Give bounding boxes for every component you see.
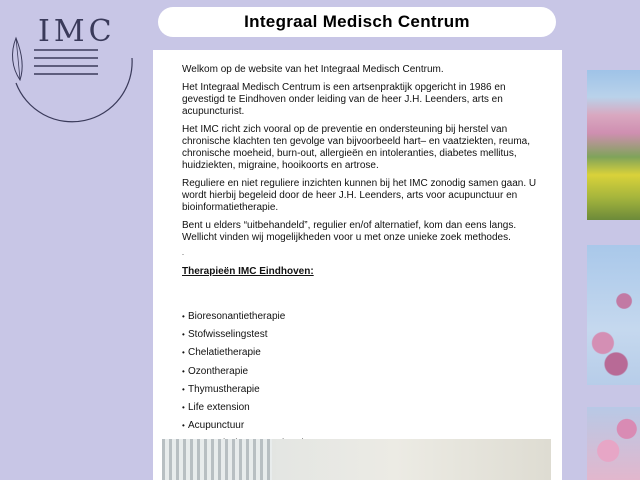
- spacer-mark: -: [182, 252, 184, 258]
- content-text: [182, 64, 542, 457]
- blossom-field-photo: [587, 70, 640, 220]
- list-item: [182, 311, 542, 329]
- bullet-icon: •: [182, 421, 185, 431]
- list-item: [182, 402, 542, 420]
- list-item: [182, 420, 542, 438]
- focus-paragraph: Het IMC richt zich vooral op de preventie en ondersteuning bij herstel van chronische klachten ten gevolge van bijvoorbeeld hart– en vaatziekten, reuma, chronische moeheid, burn-out, allergieën en intoleranties, diabetes mellitus, huidziekten, migraine, hooikoorts en artrose.: [182, 124, 530, 171]
- main-content: [153, 50, 562, 480]
- bullet-icon: •: [182, 366, 185, 376]
- therapy-label: Chelatietherapie: [188, 347, 261, 359]
- bullet-icon: •: [182, 330, 185, 340]
- therapy-label: Ozontherapie: [188, 365, 249, 377]
- therapies-heading: Therapieën IMC Eindhoven:: [182, 266, 314, 277]
- blossom-branch-photo: [587, 245, 640, 385]
- about-paragraph: Het Integraal Medisch Centrum is een artsenpraktijk opgericht in 1986 en gevestigd te Eindhoven onder leiding van de heer J.H. Leenders, arts en acupuncturist.: [182, 82, 506, 117]
- intro-paragraph: Welkom op de website van het Integraal Medisch Centrum.: [182, 64, 444, 75]
- therapy-label: Thymustherapie: [188, 383, 260, 395]
- site-title: Integraal Medisch Centrum: [244, 12, 470, 31]
- bullet-icon: •: [182, 402, 185, 412]
- imc-logo[interactable]: [6, 8, 138, 124]
- logo-emblem-icon: [6, 8, 138, 124]
- therapy-label: Bioresonantietherapie: [188, 311, 286, 322]
- invite-paragraph: Bent u elders “uitbehandeld”, regulier en/of alternatief, kom dan eens langs. Wellicht vinden wij mogelijkheden voor u met onze unieke zoek methodes.: [182, 220, 517, 243]
- bullet-icon: •: [182, 312, 185, 321]
- therapy-label: Life extension: [188, 401, 250, 413]
- list-item: [182, 366, 542, 384]
- list-item: [182, 347, 542, 365]
- window-blinds: [162, 439, 272, 480]
- pink-blossom-photo: [587, 407, 640, 480]
- therapy-label: Stofwisselingstest: [188, 329, 268, 341]
- guidance-paragraph: Reguliere en niet reguliere inzichten kunnen bij het IMC zonodig samen gaan. U wordt hierbij begeleid door de heer J.H. Leenders, arts voor acupunctuur en bioinformatietherapie.: [182, 178, 537, 213]
- therapy-label: Acupunctuur: [188, 420, 245, 432]
- therapies-list: [182, 311, 542, 457]
- title-banner: [158, 7, 556, 37]
- list-item: [182, 384, 542, 402]
- bullet-icon: •: [182, 384, 185, 394]
- bullet-icon: •: [182, 348, 185, 358]
- logo-text: IMC: [38, 14, 116, 49]
- list-item: [182, 329, 542, 347]
- clinic-interior-photo: [162, 439, 551, 480]
